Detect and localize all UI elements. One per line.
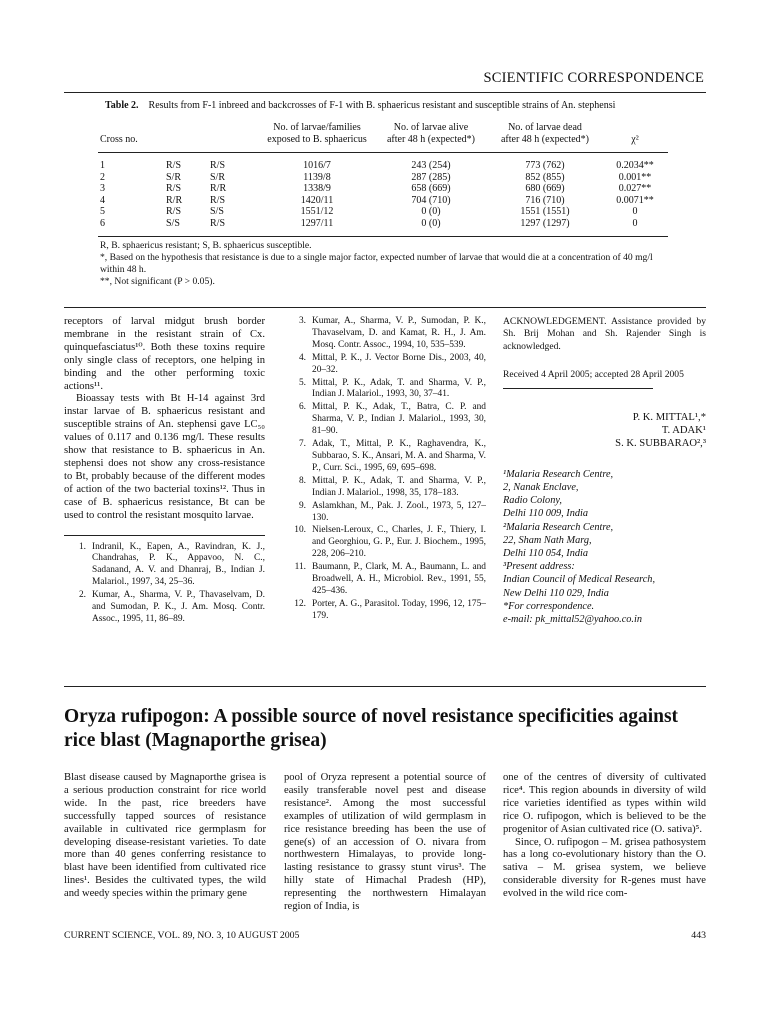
col-chi: χ²	[631, 134, 639, 145]
table-cell: 0.027**	[618, 183, 652, 195]
table-cell: S/R	[166, 171, 182, 183]
table-cell: S/S	[210, 206, 224, 218]
table-cell: 287 (285)	[411, 171, 451, 183]
table-cell: 716 (710)	[525, 194, 565, 206]
table-cell: R/S	[210, 217, 226, 229]
received-rule	[503, 388, 653, 389]
reference-text: Mittal, P. K., Adak, T., Batra, C. P. and Sharma, V. P., Indian J. Malariol., 1993, 30, 81–90.	[312, 402, 486, 437]
paragraph: Bioassay tests with Bt H-14 against 3rd instar larvae of B. sphaericus resistant and susceptible strains of An. stephensi gave LC₅₀ values of 0.117 and 0.136 mg/l. These results show that resistance to B. sphaericus in An. stephensi does not show any cross-resistance to Bt, probably because of the different modes of action of the two bacterial toxins¹². Thus in case of B. sphaericus resistance, Bt can be used to control the resistant mosquito larvae.	[64, 393, 265, 521]
table-cell: 1551 (1551)	[520, 206, 570, 218]
paragraph: receptors of larval midgut brush border membrane in the resistant strain of Cx. quinquefasciatus¹⁰. Both these toxins require only single class of receptors, one helping in binding and the other performing toxic actions¹¹.	[64, 316, 265, 392]
table-row	[98, 183, 668, 195]
reference-number: 2.	[78, 590, 86, 601]
column-3	[503, 316, 706, 626]
table-cell: 1	[100, 160, 105, 171]
page-number: 443	[691, 930, 706, 941]
table-cell: 0.001**	[618, 171, 652, 183]
table-cell: R/S	[166, 206, 182, 218]
table-note: R, B. sphaericus resistant; S, B. sphaericus susceptible.	[100, 240, 312, 251]
section-header: SCIENTIFIC CORRESPONDENCE	[483, 70, 704, 86]
affiliation-line: e-mail: pk_mittal52@yahoo.co.in	[503, 614, 643, 626]
reference-item	[284, 402, 486, 438]
reference-item	[284, 599, 486, 623]
table-note: **, Not significant (P > 0.05).	[100, 276, 215, 287]
table-cell: R/R	[166, 194, 183, 206]
table-cell: 0	[632, 206, 638, 218]
article-column-3	[503, 772, 706, 901]
table-cell: 1139/8	[303, 171, 331, 183]
affiliations	[503, 468, 706, 626]
authors	[503, 411, 706, 450]
reference-text: Baumann, P., Clark, M. A., Baumann, L. and Broadwell, A. H., Microbiol. Rev., 1991, 55, 425–436.	[312, 562, 486, 596]
reference-item	[284, 562, 486, 598]
table-row	[98, 153, 668, 172]
table-header-row	[98, 120, 668, 153]
article-title: Oryza rufipogon: A possible source of novel resistance specificities against rice blast (Magnaporthe grisea)	[64, 706, 679, 751]
table-cell: 1297/11	[300, 217, 334, 229]
author: T. ADAK¹	[661, 424, 706, 436]
author: S. K. SUBBARAO²,³	[615, 437, 706, 449]
reference-number: 10.	[294, 525, 306, 536]
table-cell: R/R	[210, 183, 227, 195]
reference-text: Mittal, P. K., Adak, T. and Sharma, V. P., Indian J. Malariol., 1993, 30, 37–41.	[312, 377, 486, 400]
table-cell: 1338/9	[303, 183, 331, 195]
affiliation-line: Delhi 110 009, India	[503, 508, 589, 520]
reference-number: 6.	[298, 402, 306, 413]
table-cell: 773 (762)	[525, 160, 565, 171]
reference-number: 1.	[78, 541, 86, 552]
journal-info: CURRENT SCIENCE, VOL. 89, NO. 3, 10 AUGUST 2005	[64, 930, 300, 941]
table-label: Table 2.	[105, 100, 139, 111]
reference-item	[284, 439, 486, 475]
reference-item	[284, 353, 486, 377]
reference-item	[64, 542, 265, 590]
reference-number: 11.	[294, 562, 306, 573]
table-cell: 680 (669)	[525, 183, 565, 195]
reference-text: Aslamkhan, M., Pak. J. Zool., 1973, 5, 127–130.	[312, 500, 486, 523]
acknowledgement: ACKNOWLEDGEMENT. Assistance provided by Sh. Brij Mohan and Sh. Rajender Singh is acknowledged.	[503, 316, 706, 352]
table-cell: 4	[100, 194, 105, 206]
reference-text: Indranil, K., Eapen, A., Ravindran, K. J., Chandrahas, P. K., Appavoo, N. C., Sadanand, A. V. and Dhanraj, B., Indian J. Malariol., 1997, 34, 25–36.	[92, 541, 265, 588]
reference-item	[284, 316, 486, 352]
affiliation-line: ¹Malaria Research Centre,	[503, 468, 614, 480]
table-cell: 852 (855)	[525, 171, 565, 183]
reference-text: Porter, A. G., Parasitol. Today, 1996, 12, 175–179.	[312, 598, 486, 621]
table-cell: 0 (0)	[421, 206, 441, 218]
reference-text: Kumar, A., Sharma, V. P., Sumodan, P. K., Thavaselvam, D. and Kamat, R. H., J. Am. Mosq. Contr. Assoc., 1994, 10, 535–539.	[312, 316, 486, 350]
table-cell: 1016/7	[303, 160, 331, 171]
section-rule	[64, 307, 706, 308]
author: P. K. MITTAL¹,*	[632, 411, 706, 423]
affiliation-line: ³Present address:	[503, 561, 575, 573]
affiliation-line: Radio Colony,	[503, 495, 562, 507]
table-row	[98, 218, 668, 236]
table-cell: 1420/11	[300, 194, 334, 206]
affiliation-line: ²Malaria Research Centre,	[503, 521, 614, 533]
paragraph: Since, O. rufipogon – M. grisea pathosystem has a long co-evolutionary history than the O. sativa – M. grisea system, we believe considerable diversity for R-genes must have evolved in the wild rice com-	[503, 836, 706, 900]
reference-text: Mittal, P. K., Adak, T. and Sharma, V. P., Indian J. Malariol., 1998, 35, 178–183.	[312, 475, 486, 498]
table-cell: R/S	[166, 183, 182, 195]
reference-number: 4.	[298, 352, 306, 363]
reference-number: 3.	[298, 316, 306, 326]
column-1	[64, 316, 265, 627]
table-cell: S/R	[210, 171, 226, 183]
affiliation-line: Delhi 110 054, India	[503, 548, 589, 560]
table-cell: S/S	[166, 217, 180, 229]
reference-text: Nielsen-Leroux, C., Charles, J. F., Thiery, I. and Georghiou, G. P., Eur. J. Biochem., 1995, 228, 206–210.	[312, 525, 486, 560]
table-row	[98, 206, 668, 218]
reference-text: Mittal, P. K., J. Vector Borne Dis., 2003, 40, 20–32.	[312, 352, 486, 375]
affiliation-line: *For correspondence.	[503, 600, 595, 612]
affiliation-line: 2, Nanak Enclave,	[503, 482, 579, 493]
table-cell: 0	[632, 217, 638, 229]
table-cell: 1297 (1297)	[520, 217, 570, 229]
column-2	[284, 316, 486, 624]
table-cell: 0.2034**	[616, 160, 654, 171]
reference-text: Kumar, A., Sharma, V. P., Thavaselvam, D. and Sumodan, P. K., J. Am. Mosq. Contr. Assoc., 1995, 11, 86–89.	[92, 590, 265, 624]
table-cell: R/S	[210, 160, 226, 171]
col-families: No. of larvae/families exposed to B. sphaericus	[267, 122, 367, 145]
affiliation-line: 22, Sham Nath Marg,	[503, 534, 592, 546]
col-cross: Cross no.	[100, 134, 138, 145]
results-table	[98, 120, 668, 237]
reference-number: 12.	[294, 598, 306, 609]
refs-rule	[64, 535, 265, 536]
reference-item	[284, 501, 486, 525]
paragraph: one of the centres of diversity of cultivated rice⁴. This region abounds in diversity of wild rice varieties identified as types within wild rice O. rufipogon, which is believed to be the progenitor of Asian cultivated rice (O. sativa)⁵.	[503, 772, 706, 835]
page-footer	[64, 930, 706, 941]
reference-text: Adak, T., Mittal, P. K., Raghavendra, K., Subbarao, S. K., Ansari, M. A. and Sharma, V. P., Curr. Sci., 1995, 69, 695–698.	[312, 439, 486, 473]
reference-number: 7.	[298, 439, 306, 450]
header-rule	[64, 92, 706, 93]
article-rule	[64, 686, 706, 687]
table-cell: 243 (254)	[411, 160, 451, 171]
affiliation-line: Indian Council of Medical Research,	[503, 574, 656, 586]
table-cell: 0 (0)	[421, 217, 441, 229]
table-caption	[105, 100, 705, 111]
reference-item	[284, 378, 486, 402]
table-cell: 2	[100, 171, 105, 183]
received-date: Received 4 April 2005; accepted 28 April 2005	[503, 368, 684, 380]
table-cell: 0.0071**	[616, 194, 654, 206]
table-cell: 1551/12	[300, 206, 334, 218]
affiliation-line: New Delhi 110 029, India	[503, 587, 609, 599]
reference-number: 9.	[298, 500, 306, 511]
table-cell: 3	[100, 183, 105, 195]
article-column-2: pool of Oryza represent a potential source of easily transferable novel pest and disease resistance². Among the most successful examples of utilization of wild germplasm in rice resistance breeding has been the use of gene(s) of an accession of O. nivara from northwestern Himalayas, to provide long-lasting resistance to grassy stunt virus³. The hilly state of Himachal Pradesh (HP), representing the northwestern Himalayan region of India, is	[284, 772, 486, 913]
table-caption-text: Results from F-1 inbreed and backcrosses of F-1 with B. sphaericus resistant and susceptible strains of An. stephensi	[148, 100, 616, 111]
table-cell: 5	[100, 206, 105, 218]
reference-number: 8.	[298, 475, 306, 486]
table-cell: 658 (669)	[411, 183, 451, 195]
reference-item	[284, 525, 486, 561]
reference-item	[64, 590, 265, 626]
table-cell: R/S	[166, 160, 182, 171]
table-row	[98, 195, 668, 207]
table-cell: 704 (710)	[411, 194, 451, 206]
reference-item	[284, 476, 486, 500]
table-row	[98, 172, 668, 184]
table-cell: R/S	[210, 194, 226, 206]
article-column-1: Blast disease caused by Magnaporthe grisea is a serious production constraint for rice world wide. In the past, rice breeders have successfully tapped sources of resistance available in cultivated rice germplasm for developing disease-resistant varieties. To date more than 40 genes conferring resistance to blast have been identified from cultivated rice lines¹. Besides the cultivated types, the wild and weedy species within the primary gene	[64, 772, 266, 900]
col-alive: No. of larvae alive after 48 h (expected*)	[386, 122, 475, 145]
references-list	[64, 542, 265, 626]
col-dead: No. of larvae dead after 48 h (expected*)	[500, 122, 589, 145]
table-note: *, Based on the hypothesis that resistance is due to a single major factor, expected number of larvae that would die at a concentration of 40 mg/l within 48 h.	[100, 252, 653, 275]
table-cell: 6	[100, 217, 105, 229]
table-notes	[100, 240, 675, 288]
references-list	[284, 316, 486, 623]
reference-number: 5.	[298, 377, 306, 388]
